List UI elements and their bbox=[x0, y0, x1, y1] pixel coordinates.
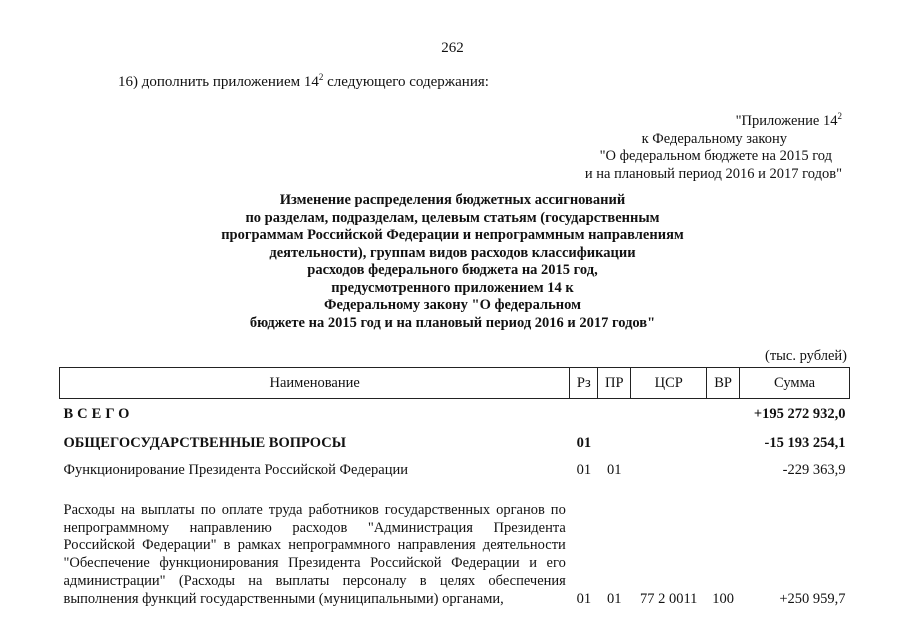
header-rz: Рз bbox=[570, 368, 598, 399]
title-line: программам Российской Федерации и непрограммным направлениям bbox=[221, 227, 684, 243]
table-row bbox=[60, 482, 850, 608]
title-line: предусмотренного приложением 14 к bbox=[331, 279, 574, 296]
cell-csr bbox=[631, 429, 707, 458]
cell-name: ВСЕГО bbox=[63, 406, 134, 422]
cell-csr: 77 2 0011 bbox=[639, 590, 698, 607]
title-line: по разделам, подразделам, целевым статьям (государственным bbox=[245, 209, 660, 226]
annex-line-1: "Приложение $14^2$ bbox=[735, 111, 842, 129]
cell-rz bbox=[570, 399, 598, 430]
header-name: Наименование bbox=[60, 368, 570, 399]
table-row bbox=[60, 429, 850, 458]
cell-sum: -15 193 254,1 bbox=[764, 435, 846, 451]
cell-rz: 01 bbox=[576, 590, 592, 607]
budget-table bbox=[59, 367, 850, 608]
annex-line-3: "О федеральном бюджете на 2015 год bbox=[599, 148, 832, 164]
intro-superscript: 2 bbox=[318, 72, 324, 82]
cell-name: ОБЩЕГОСУДАРСТВЕННЫЕ ВОПРОСЫ bbox=[63, 435, 346, 451]
title-line: деятельности), группам видов расходов классификации bbox=[269, 244, 636, 261]
cell-sum: -229 363,9 bbox=[782, 462, 846, 478]
annex-line-2: к Федеральному закону bbox=[641, 130, 787, 147]
header-sum: Сумма bbox=[740, 368, 850, 399]
annex-heading bbox=[585, 108, 842, 183]
cell-pr bbox=[598, 429, 631, 458]
cell-name: Функционирование Президента Российской Федерации bbox=[63, 462, 409, 478]
header-csr: ЦСР bbox=[631, 368, 707, 399]
title-line: Федеральному закону "О федеральном bbox=[324, 297, 581, 313]
intro-text: 16) дополнить приложением 14 bbox=[118, 74, 319, 90]
table-header-row bbox=[60, 368, 850, 399]
cell-csr bbox=[631, 399, 707, 430]
annex-line-4: и на плановый период 2016 и 2017 годов" bbox=[584, 165, 842, 182]
cell-csr bbox=[631, 458, 707, 482]
cell-sum: +250 959,7 bbox=[779, 590, 846, 607]
cell-pr bbox=[598, 399, 631, 430]
title-line: Изменение распределения бюджетных ассигнований bbox=[279, 192, 626, 208]
header-vr: ВР bbox=[707, 368, 740, 399]
cell-pr: 01 bbox=[607, 462, 622, 478]
cell-rz: 01 bbox=[576, 435, 592, 451]
cell-vr bbox=[707, 399, 740, 430]
cell-vr bbox=[707, 429, 740, 458]
cell-sum: +195 272 932,0 bbox=[753, 406, 846, 422]
table-row-total bbox=[60, 399, 850, 430]
cell-vr bbox=[707, 458, 740, 482]
table-row bbox=[60, 458, 850, 482]
cell-name: Расходы на выплаты по оплате труда работников государственных органов по непрограммному направлению расходов "Администрация Президента Российской Федерации" в рамках непрограммного направления деятельности "Обеспечение функционирования Президента Российской Федерации и его администрации" (Расходы на выплаты персоналу в целях обеспечения выполнения функций государственными (муниципальными) органами, bbox=[63, 502, 566, 607]
document-title bbox=[150, 192, 755, 332]
annex-superscript: 2 bbox=[837, 111, 842, 121]
units-label: (тыс. рублей) bbox=[765, 348, 847, 364]
intro-text-end: следующего содержания: bbox=[323, 74, 489, 90]
cell-pr: 01 bbox=[607, 590, 622, 607]
page-number: 262 bbox=[441, 40, 464, 56]
header-pr: ПР bbox=[598, 368, 631, 399]
intro-paragraph bbox=[118, 72, 489, 91]
title-line: расходов федерального бюджета на 2015 год, bbox=[307, 262, 598, 278]
title-line: бюджете на 2015 год и на плановый период 2016 и 2017 годов" bbox=[249, 314, 656, 331]
cell-vr: 100 bbox=[712, 590, 735, 607]
cell-rz: 01 bbox=[576, 462, 592, 478]
